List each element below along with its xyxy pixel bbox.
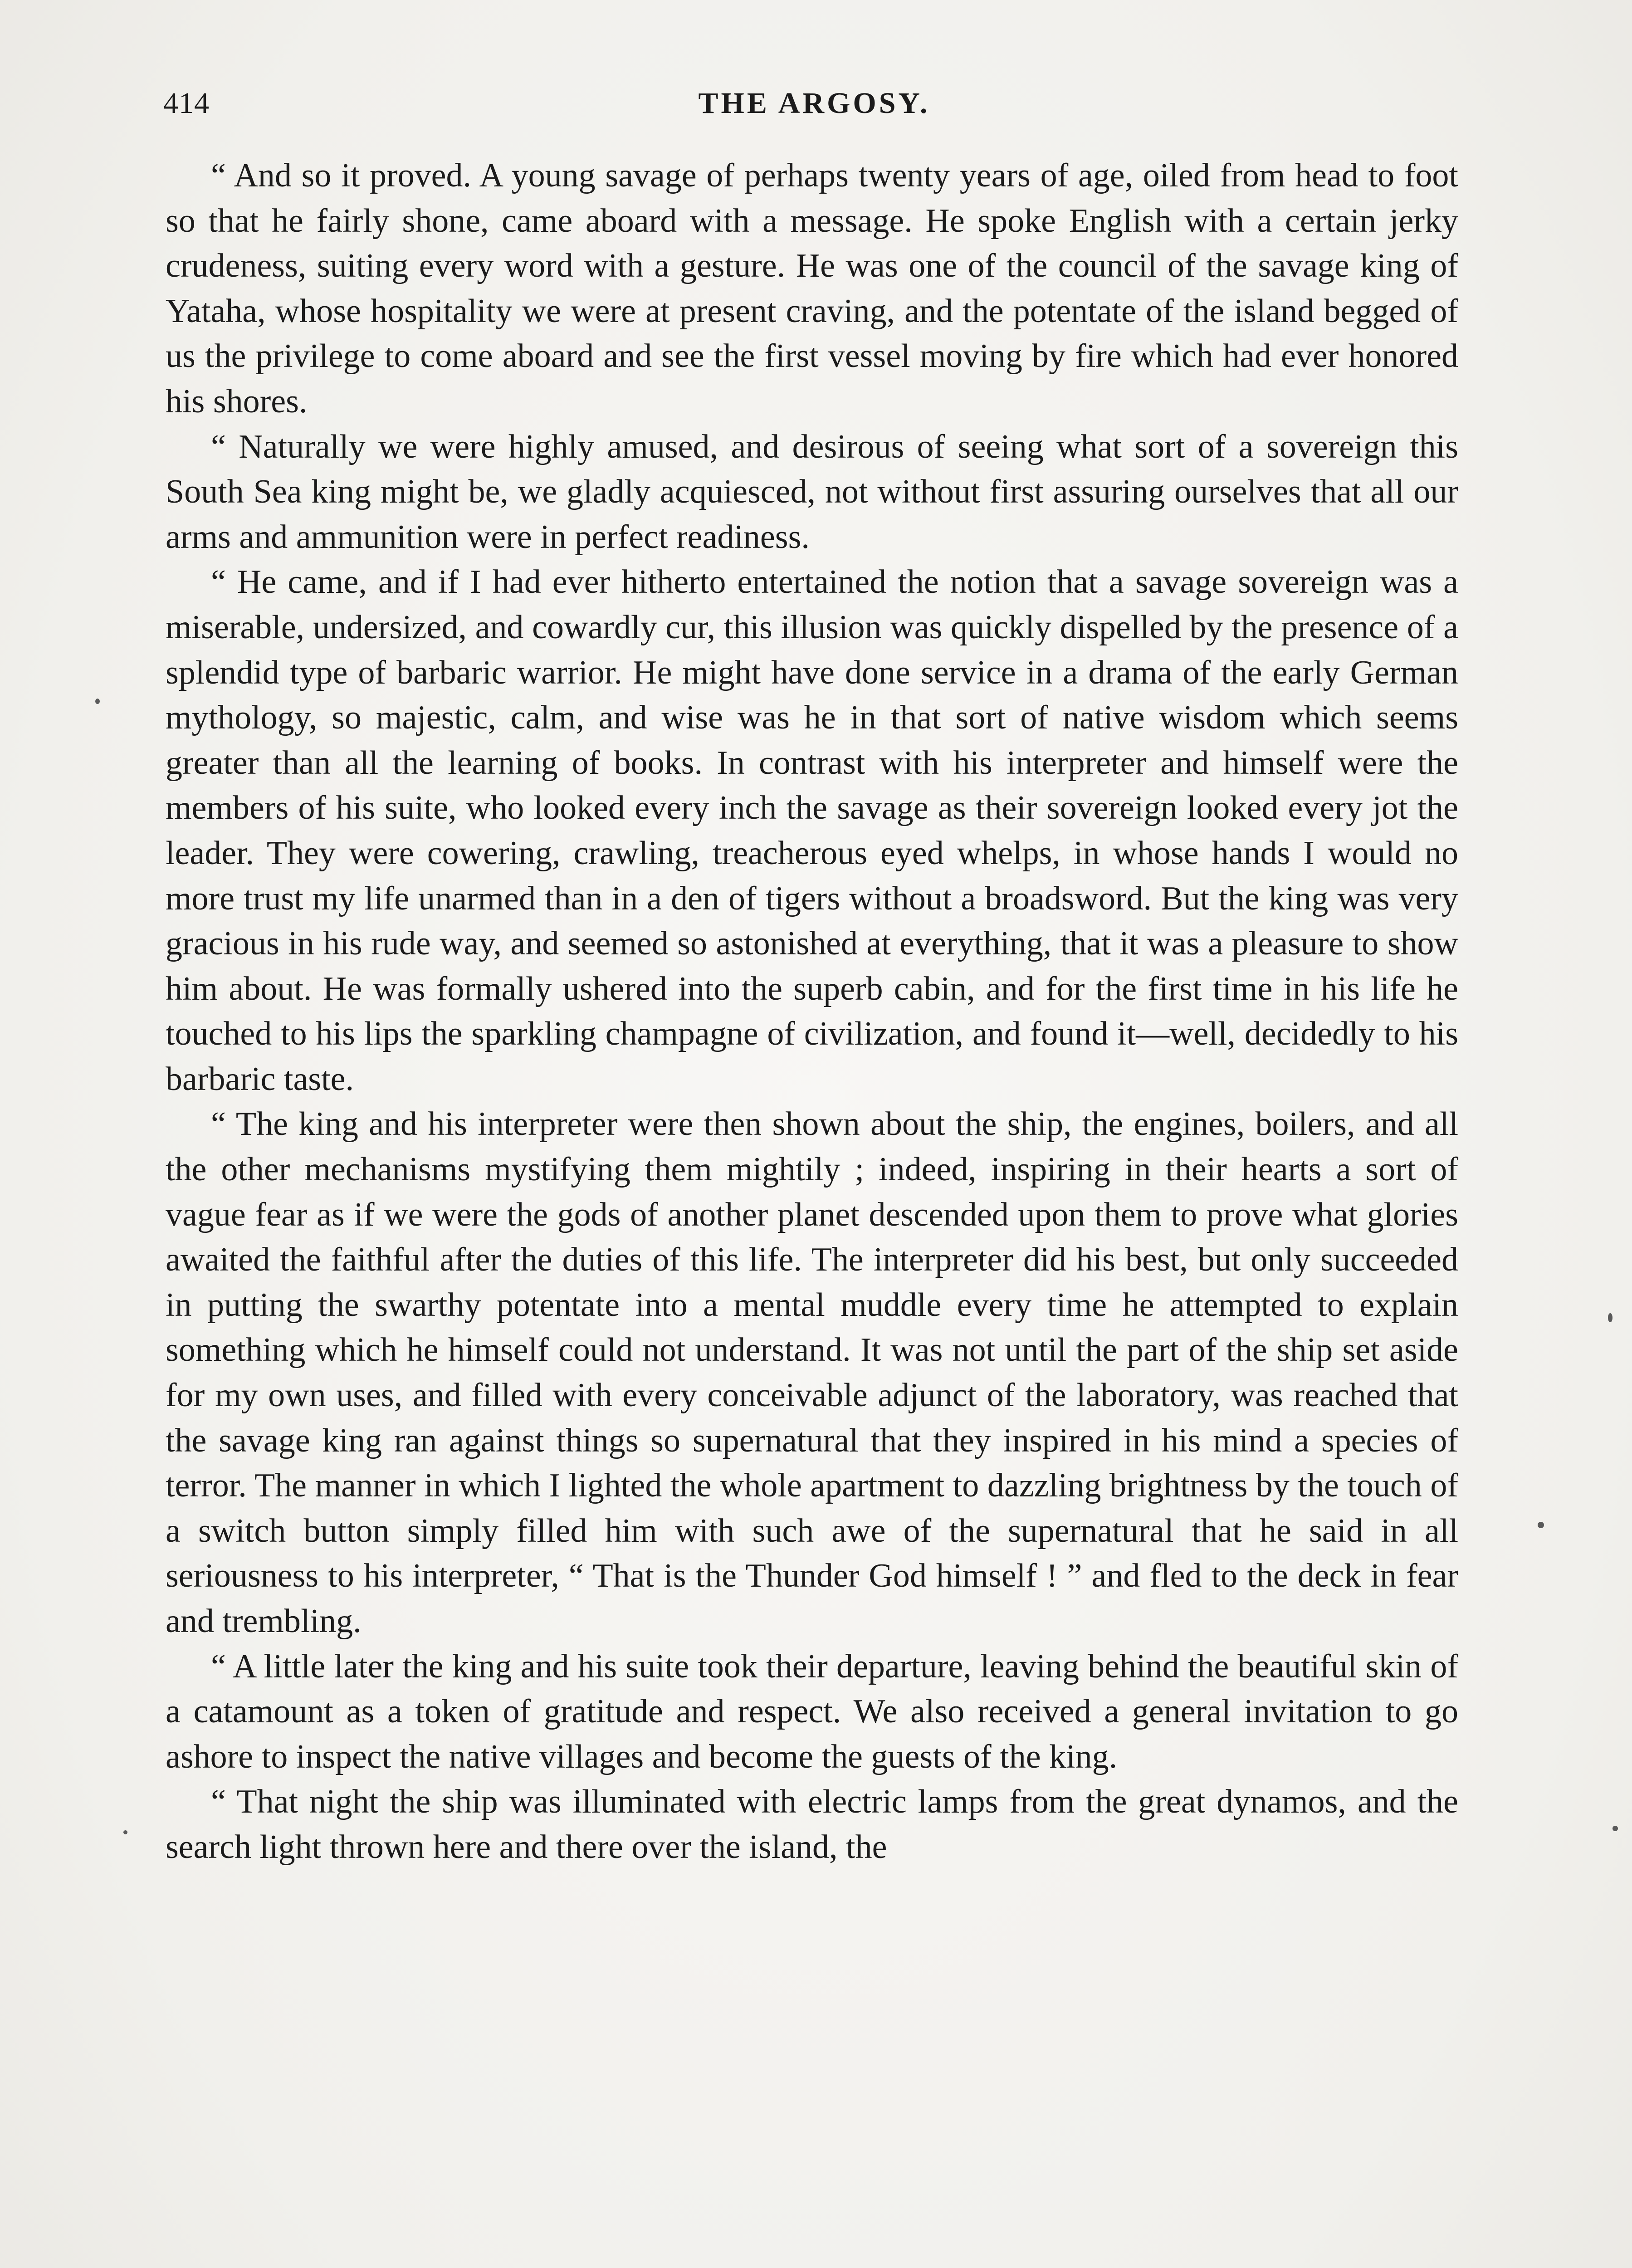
running-title: THE ARGOSY. (698, 87, 930, 120)
paper-speck (1538, 1522, 1544, 1528)
paragraph: “ The king and his interpreter were then shown about the ship, the engines, boilers, and all the other mechanisms mystifying them mightily ; indeed, inspiring in their hearts a sort of vague fear as if we were the gods of another planet descended upon them to prove what glories awaited the faithful after the duties of this life. The interpreter did his best, but only succeeded in putting the swarthy potentate into a mental muddle every time he attempted to explain something which he himself could not understand. It was not until the part of the ship set aside for my own uses, and filled with every conceivable adjunct of the laboratory, was reached that the savage king ran against things so supernatural that they inspired in his mind a species of terror. The manner in which I lighted the whole apartment to dazzling brightness by the touch of a switch button simply filled him with such awe of the supernatural that he said in all seriousness to his interpreter, “ That is the Thunder God himself ! ” and fled to the deck in fear and trembling. (166, 1105, 1458, 1640)
paper-speck (1612, 1826, 1618, 1831)
paper-speck (1608, 1313, 1612, 1322)
page-header (163, 86, 1465, 136)
paragraph: “ That night the ship was illuminated with electric lamps from the great dynamos, and the search light thrown here and there over the island, the (166, 1783, 1458, 1866)
paper-speck (95, 699, 100, 704)
paragraph: “ And so it proved. A young savage of perhaps twenty years of age, oiled from head to foot so that he fairly shone, came aboard with a message. He spoke English with a certain jerky crudeness, suiting every word with a gesture. He was one of the council of the savage king of Yataha, whose hospitality we were at present craving, and the potentate of the island begged of us the privilege to come aboard and see the first vessel moving by fire which had ever honored his shores. (166, 157, 1458, 420)
paragraph: “ Naturally we were highly amused, and desirous of seeing what sort of a sovereign this South Sea king might be, we gladly acquiesced, not without first assuring ourselves that all our arms and ammunition were in perfect readiness. (166, 428, 1458, 556)
paragraph: “ A little later the king and his suite took their departure, leaving behind the beautiful skin of a catamount as a token of gratitude and respect. We also received a general invitation to go ashore to inspect the native villages and become the guests of the king. (166, 1647, 1458, 1775)
page-number: 414 (163, 87, 210, 120)
body-text (166, 153, 1458, 1870)
paragraph: “ He came, and if I had ever hitherto entertained the notion that a savage sovereign was a miserable, undersized, and cowardly cur, this illusion was quickly dispelled by the presence of a splendid type of barbaric warrior. He might have done service in a drama of the early German mythology, so majestic, calm, and wise was he in that sort of native wisdom which seems greater than all the learning of books. In contrast with his interpreter and himself were the members of his suite, who looked every inch the savage as their sovereign looked every jot the leader. They were cowering, crawling, treacherous eyed whelps, in whose hands I would no more trust my life unarmed than in a den of tigers without a broadsword. But the king was very gracious in his rude way, and seemed so astonished at everything, that it was a pleasure to show him about. He was formally ushered into the superb cabin, and for the first time in his life he touched to his lips the sparkling champagne of civilization, and found it—well, decidedly to his barbaric taste. (166, 563, 1458, 1098)
paper-speck (123, 1830, 127, 1834)
